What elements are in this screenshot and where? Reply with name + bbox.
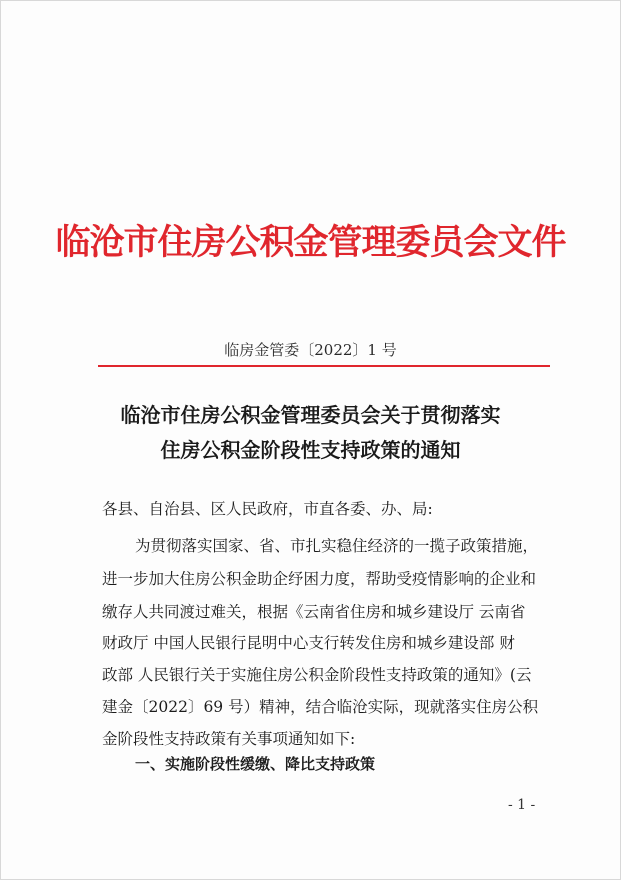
- document-number: 临房金管委〔2022〕1 号: [224, 341, 397, 359]
- body-line: 金阶段性支持政策有关事项通知如下:: [102, 730, 356, 748]
- body-line: 政部 人民银行关于实施住房公积金阶段性支持政策的通知》(云: [102, 666, 532, 684]
- red-divider-line: [98, 365, 550, 367]
- notice-title-line-1: 临沧市住房公积金管理委员会关于贯彻落实: [120, 403, 501, 427]
- page-number: - 1 -: [508, 797, 536, 813]
- section-heading: 一、实施阶段性缓缴、降比支持政策: [135, 755, 376, 773]
- body-line: 财政厅 中国人民银行昆明中心支行转发住房和城乡建设部 财: [102, 634, 515, 652]
- body-line: 进一步加大住房公积金助企纾困力度，帮助受疫情影响的企业和: [102, 570, 537, 588]
- notice-title-line-2: 住房公积金阶段性支持政策的通知: [160, 438, 461, 462]
- body-line: 建金〔2022〕69 号）精神，结合临沧实际，现就落实住房公积: [102, 698, 539, 716]
- document-header-title: 临沧市住房公积金管理委员会文件: [55, 222, 566, 263]
- addressee: 各县、自治县、区人民政府，市直各委、办、局:: [102, 500, 433, 518]
- body-line: 为贯彻落实国家、省、市扎实稳住经济的一揽子政策措施，: [135, 537, 539, 555]
- body-line: 缴存人共同渡过难关，根据《云南省住房和城乡建设厅 云南省: [102, 603, 526, 621]
